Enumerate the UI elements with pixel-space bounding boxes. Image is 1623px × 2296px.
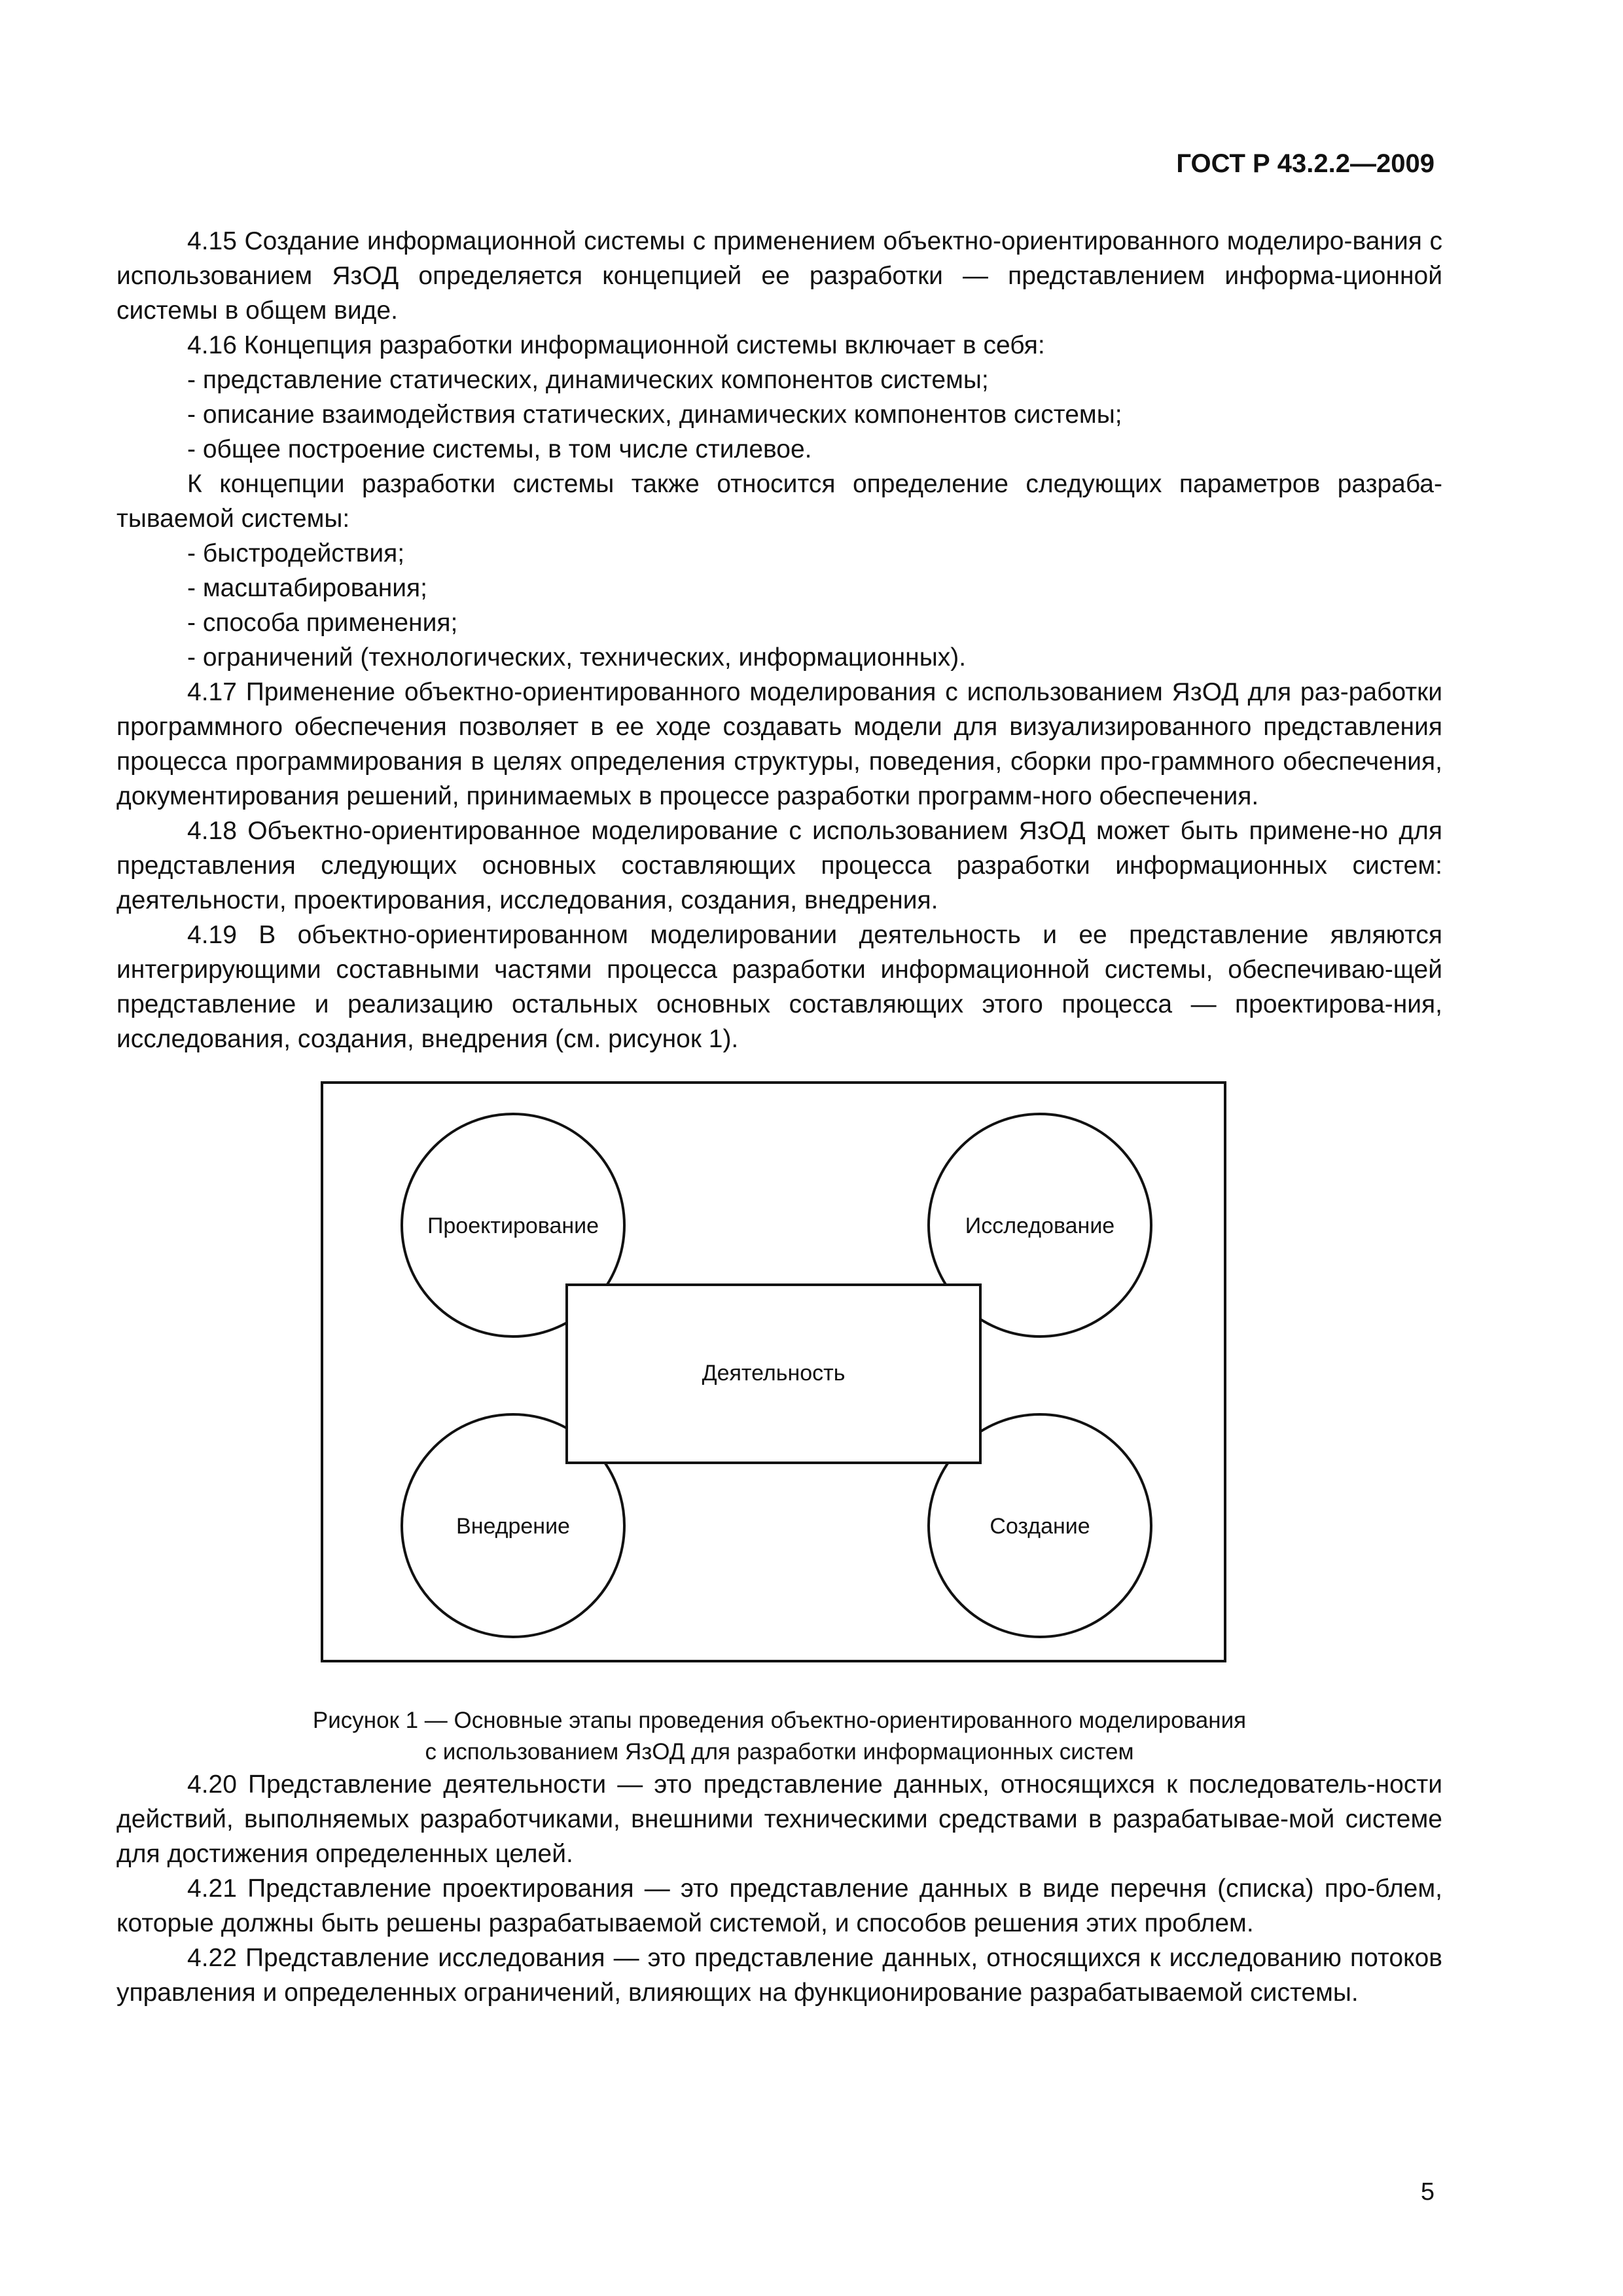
paragraph-4-20: 4.20 Представление деятельности — это представление данных, относящихся к последователь-ности действий, выполняемых разработчиками, внешними техническими средствами в разрабатывае-мой системе для достижения определенных целей. <box>116 1770 1442 1868</box>
node-activity <box>567 1285 980 1463</box>
list-item: - масштабирования; <box>187 574 427 602</box>
list-item: - быстродействия; <box>187 539 405 567</box>
page-number: 5 <box>1420 2178 1435 2206</box>
figure-1-diagram <box>321 1081 1226 1662</box>
paragraph-4-21: 4.21 Представление проектирования — это представление данных в виде перечня (списка) про-блем, которые должны быть решены разрабатываемой системой, и способов решения этих проблем. <box>116 1874 1442 1937</box>
paragraph-4-22: 4.22 Представление исследования — это представление данных, относящихся к исследованию потоков управления и определенных ограничений, влияющих на функционирование разрабатываемой системы. <box>116 1944 1442 2007</box>
paragraph-4-16: 4.16 Концепция разработки информационной системы включает в себя: <box>187 331 1045 359</box>
list-item: - ограничений (технологических, технических, информационных). <box>187 643 967 672</box>
paragraph-4-17: 4.17 Применение объектно-ориентированного моделирования с использованием ЯзОД для раз-работки программного обеспечения позволяет в ее ходе создавать модели для визуализированного представления процесса программирования в целях определения структуры, поведения, сборки про-граммного обеспечения, документирования решений, принимаемых в процессе разработки программ-ного обеспечения. <box>116 678 1442 810</box>
diagram-canvas <box>323 1084 1224 1660</box>
section-top <box>116 224 1442 1056</box>
node-design-label: Проектирование <box>427 1213 599 1238</box>
list-item: - представление статических, динамических компонентов системы; <box>187 366 989 394</box>
figure-caption <box>116 1705 1442 1768</box>
paragraph-concept-params: К концепции разработки системы также относится определение следующих параметров разраба-тываемой системы: <box>116 470 1442 533</box>
section-bottom <box>116 1767 1442 2010</box>
node-research-label: Исследование <box>965 1213 1115 1238</box>
list-item: - общее построение системы, в том числе стилевое. <box>187 435 812 463</box>
paragraph-4-18: 4.18 Объектно-ориентированное моделирование с использованием ЯзОД может быть примене-но для представления следующих основных составляющих процесса разработки информационных систем: деятельности, проектирования, исследования, создания, внедрения. <box>116 817 1442 914</box>
node-activity-label: Деятельность <box>702 1361 846 1386</box>
paragraph-4-15: 4.15 Создание информационной системы с применением объектно-ориентированного моделиро-вания с использованием ЯзОД определяется концепцией ее разработки — представлением информа-ционной системы в общем виде. <box>116 227 1442 325</box>
document-designation: ГОСТ Р 43.2.2—2009 <box>1176 149 1435 178</box>
list-item: - способа применения; <box>187 609 458 637</box>
node-creation-label: Создание <box>990 1514 1090 1539</box>
node-deployment-label: Внедрение <box>456 1514 570 1539</box>
caption-line-2: с использованием ЯзОД для разработки информационных систем <box>425 1739 1134 1765</box>
list-item: - описание взаимодействия статических, динамических компонентов системы; <box>187 401 1122 429</box>
caption-line-1: Рисунок 1 — Основные этапы проведения объектно-ориентированного моделирования <box>312 1708 1247 1733</box>
paragraph-4-19: 4.19 В объектно-ориентированном моделировании деятельность и ее представление являются интегрирующими составными частями процесса разработки информационной системы, обеспечиваю-щей представление и реализацию остальных основных составляющих этого процесса — проектирова-ния, исследования, создания, внедрения (см. рисунок 1). <box>116 921 1442 1053</box>
